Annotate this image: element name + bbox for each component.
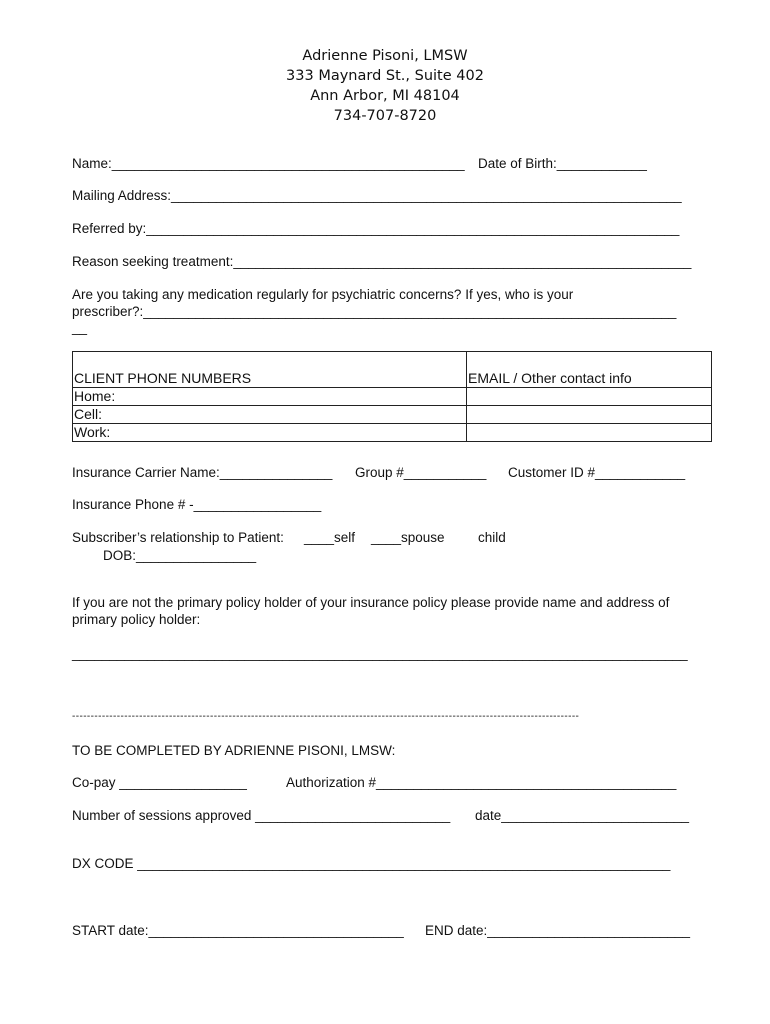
table-row bbox=[73, 406, 712, 424]
email-cell-home[interactable] bbox=[467, 388, 712, 406]
insurance-carrier-field[interactable]: Insurance Carrier Name:_______________ bbox=[72, 465, 333, 480]
email-header: EMAIL / Other contact info bbox=[467, 352, 712, 388]
start-date-field[interactable]: START date:__________________________________ bbox=[72, 923, 404, 938]
relationship-self-option[interactable]: ____self bbox=[304, 530, 356, 545]
reason-field[interactable]: Reason seeking treatment:_____________________________________________________________ bbox=[72, 254, 692, 269]
phone-table bbox=[72, 351, 712, 442]
home-phone-cell[interactable]: Home: bbox=[73, 388, 467, 406]
relationship-child-option[interactable]: child bbox=[478, 530, 506, 545]
relationship-label: Subscriber’s relationship to Patient: bbox=[72, 530, 284, 545]
work-phone-cell[interactable]: Work: bbox=[73, 424, 467, 442]
dx-code-field[interactable]: DX CODE _______________________________________________________________________ bbox=[72, 856, 671, 871]
primary-holder-instructions: If you are not the primary policy holder of your insurance policy please provide name and address of bbox=[72, 595, 670, 610]
practitioner-phone: 734-707-8720 bbox=[333, 108, 437, 124]
practitioner-name: Adrienne Pisoni, LMSW bbox=[302, 48, 468, 64]
primary-holder-instructions-continued: primary policy holder: bbox=[72, 612, 201, 627]
authorization-field[interactable]: Authorization #________________________________________ bbox=[286, 775, 677, 790]
office-use-heading: TO BE COMPLETED BY ADRIENNE PISONI, LMSW: bbox=[72, 743, 396, 758]
phone-numbers-header: CLIENT PHONE NUMBERS bbox=[73, 352, 467, 388]
practitioner-city: Ann Arbor, MI 48104 bbox=[310, 88, 460, 104]
medication-question: Are you taking any medication regularly for psychiatric concerns? If yes, who is your bbox=[72, 287, 574, 302]
table-row bbox=[73, 388, 712, 406]
prescriber-field[interactable]: prescriber?:_______________________________________________________________________ bbox=[72, 304, 677, 319]
sessions-date-field[interactable]: date_________________________ bbox=[475, 808, 689, 823]
primary-holder-field[interactable]: __________________________________________________________________________________ bbox=[72, 646, 688, 661]
relationship-spouse-option[interactable]: ____spouse bbox=[371, 530, 445, 545]
insurance-phone-field[interactable]: Insurance Phone # -_________________ bbox=[72, 497, 322, 512]
practitioner-header bbox=[0, 46, 770, 126]
sessions-approved-field[interactable]: Number of sessions approved __________________________ bbox=[72, 808, 451, 823]
end-date-field[interactable]: END date:___________________________ bbox=[425, 923, 690, 938]
referred-by-field[interactable]: Referred by:_______________________________________________________________________ bbox=[72, 221, 680, 236]
email-cell-cell[interactable] bbox=[467, 406, 712, 424]
dob-field[interactable]: Date of Birth:____________ bbox=[478, 156, 647, 171]
customer-id-field[interactable]: Customer ID #____________ bbox=[508, 465, 686, 480]
subscriber-dob-field[interactable]: DOB:________________ bbox=[103, 548, 257, 563]
phone-table-header bbox=[73, 352, 712, 388]
cell-phone-cell[interactable]: Cell: bbox=[73, 406, 467, 424]
table-row bbox=[73, 424, 712, 442]
group-number-field[interactable]: Group #___________ bbox=[355, 465, 487, 480]
prescriber-field-continued: __ bbox=[72, 320, 88, 335]
section-divider: ---------------------------------------------------------------------------------------------------------------------------------------- bbox=[72, 711, 580, 722]
name-field[interactable]: Name:_______________________________________________ bbox=[72, 156, 465, 171]
email-cell-work[interactable] bbox=[467, 424, 712, 442]
practitioner-street: 333 Maynard St., Suite 402 bbox=[286, 68, 484, 84]
mailing-address-field[interactable]: Mailing Address:____________________________________________________________________ bbox=[72, 188, 682, 203]
copay-field[interactable]: Co-pay _________________ bbox=[72, 775, 247, 790]
